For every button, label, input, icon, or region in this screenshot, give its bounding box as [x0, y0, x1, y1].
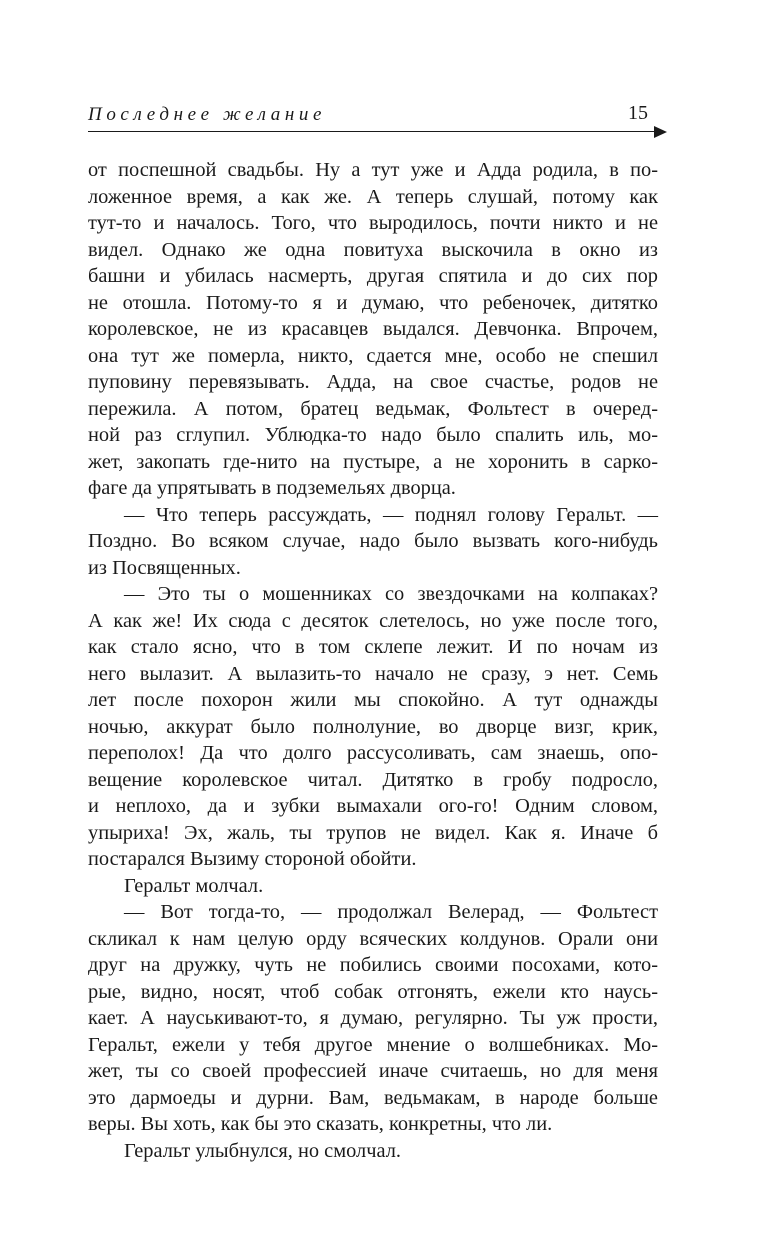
text-line: упыриха! Эх, жаль, ты трупов не видел. Как я. Иначе б [88, 821, 658, 844]
text-line: Поздно. Во всяком случае, надо было вызвать кого-нибудь [88, 530, 658, 552]
text-line: него вылазит. А вылазить-то начало не сразу, э нет. Семь [88, 662, 658, 685]
running-header [88, 104, 658, 128]
text-line: башни и убилась насмерть, другая спятила и до сих пор [88, 265, 658, 287]
text-line: жет, ты со своей профессией иначе считаешь, но для меня [88, 1060, 658, 1082]
text-line: Геральт молчал. [124, 874, 264, 897]
text-line: ночью, аккурат было полнолуние, во дворце визг, крик, [88, 715, 658, 738]
text-line: друг на дружку, чуть не побились своими посохами, кото- [88, 954, 658, 976]
text-line: она тут же померла, никто, сдается мне, особо не спешил [88, 344, 658, 367]
header-arrow-icon [654, 126, 667, 138]
text-line: рые, видно, носят, чтоб собак отгонять, ежели кто наусь- [88, 980, 658, 1003]
text-line: Геральт улыбнулся, но смолчал. [124, 1139, 401, 1162]
text-line: — Что теперь рассуждать, — поднял голову Геральт. — [124, 503, 658, 526]
text-line: жет, закопать где-нито на пустыре, а не хоронить в сарко- [88, 450, 658, 473]
text-line: — Это ты о мошенниках со звездочками на колпаках? [124, 583, 658, 605]
text-line: от поспешной свадьбы. Ну а тут уже и Адда родила, в по- [88, 159, 658, 181]
text-line: скликал к нам целую орду всяческих колдунов. Орали они [88, 927, 658, 950]
text-line: пуповину перевязывать. Адда, на свое счастье, родов не [88, 371, 658, 393]
text-line: фаге да упрятывать в подземельях дворца. [88, 477, 456, 499]
text-line: лет после похорон жили мы спокойно. А тут однажды [88, 689, 658, 711]
body-text [88, 157, 658, 1164]
text-line: не отошла. Потому-то я и думаю, что ребеночек, дитятко [88, 291, 658, 314]
text-line: из Посвященных. [88, 556, 241, 579]
text-line: А как же! Их сюда с десяток слетелось, но уже после того, [88, 609, 658, 632]
header-rule [88, 131, 656, 132]
text-line: тут-то и началось. Того, что выродилось, почти никто и не [88, 212, 658, 234]
text-line: Геральт, ежели у тебя другое мнение о волшебниках. Мо- [88, 1033, 658, 1056]
running-title: Последнее желание [88, 104, 326, 125]
text-line: и неплохо, да и зубки вымахали ого-го! Одним словом, [88, 795, 658, 817]
text-line: ной раз сглупил. Ублюдка-то надо было спалить иль, мо- [88, 424, 658, 446]
text-line: это дармоеды и дурни. Вам, ведьмакам, в народе больше [88, 1086, 658, 1109]
text-line: кает. А науськивают-то, я думаю, регулярно. Ты уж прости, [88, 1007, 658, 1029]
text-line: веры. Вы хоть, как бы это сказать, конкретны, что ли. [88, 1113, 553, 1135]
text-line: королевское, не из красавцев выдался. Девчонка. Впрочем, [88, 318, 658, 340]
text-line: постарался Вызиму стороной обойти. [88, 848, 417, 870]
text-line: переполох! Да что долго рассусоливать, сам знаешь, опо- [88, 742, 658, 764]
text-line: — Вот тогда-то, — продолжал Велерад, — Фольтест [124, 901, 658, 923]
text-line: вещение королевское читал. Дитятко в гробу подросло, [88, 768, 658, 791]
text-line: как стало ясно, что в том склепе лежит. И по ночам из [88, 636, 658, 658]
text-line: видел. Однако же одна повитуха выскочила в окно из [88, 238, 658, 261]
page-number: 15 [628, 102, 648, 124]
text-line: ложенное время, а как же. А теперь слушай, потому как [88, 185, 658, 208]
text-line: пережила. А потом, братец ведьмак, Фольтест в очеред- [88, 397, 658, 420]
